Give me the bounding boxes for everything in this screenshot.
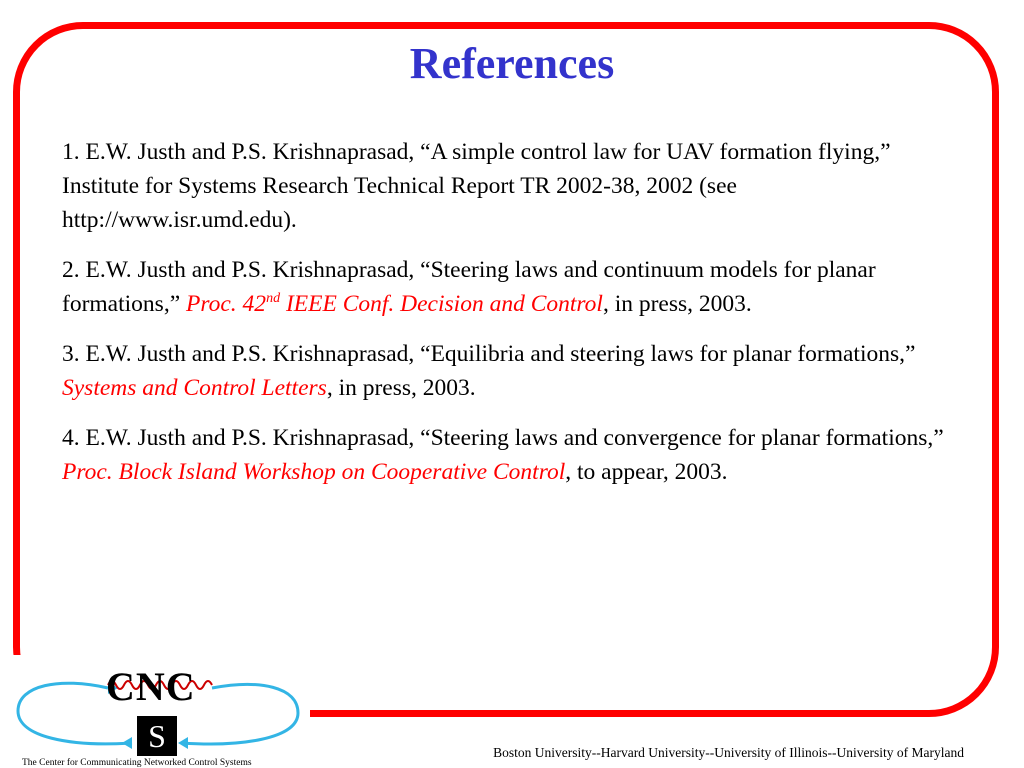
logo-mark: CNC <box>106 664 196 709</box>
reference-text: 3. E.W. Justh and P.S. Krishnaprasad, “Equilibria and steering laws for planar formations,” <box>62 341 916 367</box>
reference-suffix: , in press, 2003. <box>602 291 752 317</box>
reference-venue <box>186 291 603 317</box>
reference-text: 4. E.W. Justh and P.S. Krishnaprasad, “Steering laws and convergence for planar formations,” <box>62 425 944 451</box>
logo-arrow-left-icon <box>178 737 188 749</box>
logo-caption: The Center for Communicating Networked Control Systems <box>22 758 252 768</box>
venue-part: IEEE Conf. Decision and Control <box>280 291 603 317</box>
reference-venue: Proc. Block Island Workshop on Cooperative Control <box>62 459 566 485</box>
cnc-logo <box>0 655 310 768</box>
logo-arrow-left-icon <box>122 737 132 749</box>
slide-title: References <box>409 39 615 88</box>
reference-item-3 <box>62 337 952 405</box>
venue-part: Proc. 42 <box>186 291 267 317</box>
reference-suffix: , in press, 2003. <box>326 375 476 401</box>
reference-venue: Systems and Control Letters <box>62 375 327 401</box>
venue-superscript: nd <box>266 291 281 307</box>
footer-universities: Boston University--Harvard University--University of Illinois--University of Maryland <box>493 745 964 760</box>
reference-item-4 <box>62 421 952 489</box>
reference-text: 1. E.W. Justh and P.S. Krishnaprasad, “A simple control law for UAV formation flying,” Institute for Systems Research Technical Report TR 2002-38, 2002 (see http://www.isr.umd.edu). <box>62 139 891 233</box>
logo-right-arc-icon <box>182 684 298 744</box>
reference-item-1 <box>62 135 952 237</box>
reference-list <box>62 135 952 505</box>
reference-text: 2. E.W. Justh and P.S. Krishnaprasad, “Steering laws and continuum models for planar formations,” <box>62 257 876 317</box>
logo-letter: S <box>137 716 177 756</box>
reference-suffix: , to appear, 2003. <box>565 459 728 485</box>
reference-item-2 <box>62 253 952 321</box>
